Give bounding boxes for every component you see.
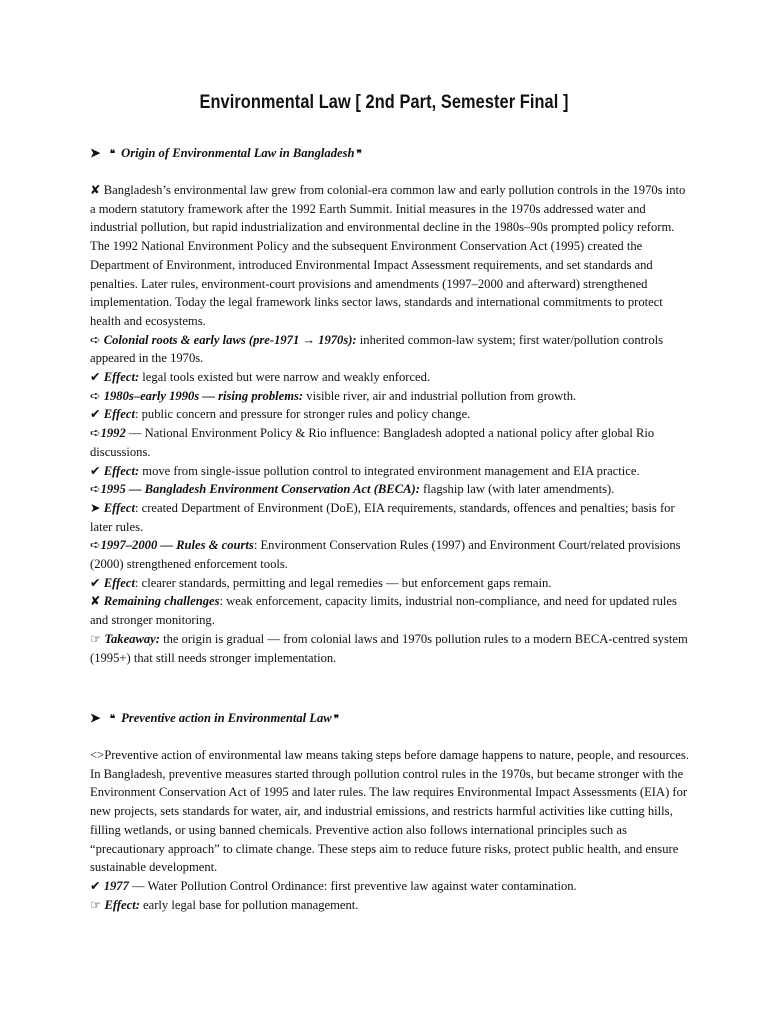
list-item: ✔ Effect: legal tools existed but were narrow and weakly enforced. <box>90 370 431 385</box>
section-heading-text: Preventive action in Environmental Law <box>121 711 332 725</box>
list-item: ➪ Colonial roots & early laws (pre-1971 → 1970s): inherited common-law system; first water/pollution controls appeared in the 1970s. <box>90 332 664 366</box>
close-quote-icon: ❞ <box>356 149 362 160</box>
list-item: ✔ 1977 — Water Pollution Control Ordinance: first preventive law against water contamination. <box>90 878 577 893</box>
document-title: Environmental Law [ 2nd Part, Semester Final ] <box>199 92 569 113</box>
section-heading-text: Origin of Environmental Law in Bangladesh <box>121 146 355 160</box>
list-item: ✔ Effect: clearer standards, permitting and legal remedies — but enforcement gaps remain. <box>90 575 552 590</box>
list-item: ➪ 1980s–early 1990s — rising problems: visible river, air and industrial pollution from growth. <box>90 388 577 403</box>
section-heading-preventive <box>90 709 345 730</box>
section-body-preventive <box>90 746 690 914</box>
open-quote-icon: ❝ <box>109 714 116 725</box>
arrow-bullet-icon: ➤ <box>90 146 101 160</box>
section-body-origin <box>90 181 690 667</box>
list-item: ➪1995 — Bangladesh Environment Conservation Act (BECA): flagship law (with later amendments). <box>90 482 615 497</box>
list-item: ☞ Effect: early legal base for pollution management. <box>90 897 359 912</box>
open-quote-icon: ❝ <box>109 149 116 160</box>
close-quote-icon: ❞ <box>333 714 340 725</box>
paragraph-intro: <>Preventive action of environmental law means taking steps before damage happens to nature, people, and resources. In Bangladesh, preventive measures started through pollution control rules in the 1970s, but became stronger with the Environment Conservation Act of 1995 and later rules. The law requires Environmental Impact Assessments (EIA) for new projects, sets standards for water, air, and industrial emissions, and restricts harmful activities like cutting hills, filling wetlands, or using banned chemicals. Preventive action also follows international principles such as “precautionary approach” to climate change. These steps aim to reduce future risks, protect public health, and ensure sustainable development. <box>90 748 689 875</box>
list-item: ✔ Effect: move from single-issue pollution control to integrated environment management and EIA practice. <box>90 463 640 478</box>
paragraph-intro: ✘ Bangladesh’s environmental law grew from colonial-era common law and early pollution controls in the 1970s into a modern statutory framework after the 1992 Earth Summit. Initial measures in the 1970s addressed water and industrial pollution, but rapid industrialization and environmental decline in the 1980s–90s prompted policy reform. The 1992 National Environment Policy and the subsequent Environment Conservation Act (1995) created the Department of Environment, introduced Environmental Impact Assessment requirements, and set standards and penalties. Later rules, environment-court provisions and amendments (1997–2000 and afterward) strengthened implementation. Today the legal framework links sector laws, standards and international commitments to protect health and ecosystems. <box>90 183 686 328</box>
arrow-bullet-icon: ➤ <box>90 711 101 725</box>
list-item: ✔ Effect: public concern and pressure for stronger rules and policy change. <box>90 407 471 422</box>
list-item: ➤ Effect: created Department of Environment (DoE), EIA requirements, standards, offences and penalties; basis for later rules. <box>90 500 675 534</box>
list-item: ☞ Takeaway: the origin is gradual — from colonial laws and 1970s pollution rules to a modern BECA-centred system (1995+) that still needs stronger implementation. <box>90 631 688 665</box>
list-item: ✘ Remaining challenges: weak enforcement, capacity limits, industrial non-compliance, and need for updated rules and stronger monitoring. <box>90 594 677 628</box>
section-heading-origin <box>90 144 368 165</box>
list-item: ➪1997–2000 — Rules & courts: Environment Conservation Rules (1997) and Environment Court/related provisions (2000) strengthened enforcement tools. <box>90 538 681 572</box>
list-item: ➪1992 — National Environment Policy & Rio influence: Bangladesh adopted a national policy after global Rio discussions. <box>90 426 655 459</box>
